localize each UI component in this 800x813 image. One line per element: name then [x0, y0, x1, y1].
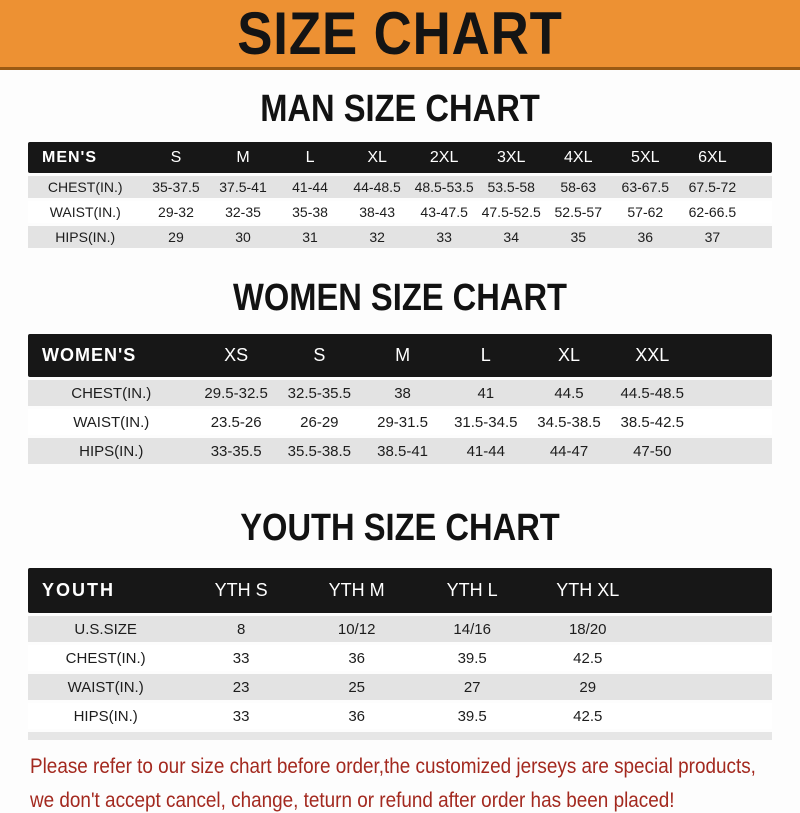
size-cell: 18/20: [530, 616, 646, 642]
row-filler: [694, 380, 772, 406]
women-column-header: M: [361, 334, 444, 377]
footer-line-2: we don't accept cancel, change, teturn or refund after order has been placed!: [30, 789, 675, 812]
section-women: [0, 279, 800, 467]
section-title-youth: YOUTH SIZE CHART: [240, 507, 560, 549]
men-header-row: [28, 142, 772, 173]
size-cell: 23: [183, 674, 299, 700]
size-cell: 41: [444, 380, 527, 406]
size-cell: 58-63: [545, 176, 612, 198]
size-cell: 36: [299, 645, 415, 671]
size-cell: 62-66.5: [679, 201, 746, 223]
youth-row-waistin: [28, 674, 772, 700]
women-header-row: [28, 334, 772, 377]
women-column-header: S: [278, 334, 361, 377]
row-filler: [646, 645, 772, 671]
row-filler: [646, 616, 772, 642]
size-cell: 44-47: [527, 438, 610, 464]
women-column-header: XS: [195, 334, 278, 377]
size-cell: 32: [344, 226, 411, 248]
size-cell: 38-43: [344, 201, 411, 223]
row-filler: [646, 703, 772, 729]
men-column-header: M: [209, 142, 276, 173]
size-cell: 34.5-38.5: [527, 409, 610, 435]
row-label: WAIST(IN.): [28, 201, 142, 223]
size-cell: 33: [183, 703, 299, 729]
size-cell: 44-48.5: [344, 176, 411, 198]
women-row-waistin: [28, 409, 772, 435]
row-label: HIPS(IN.): [28, 226, 142, 248]
size-cell: 39.5: [414, 645, 530, 671]
size-cell: 41-44: [444, 438, 527, 464]
size-cell: 26-29: [278, 409, 361, 435]
size-cell: 35.5-38.5: [278, 438, 361, 464]
men-column-header: 6XL: [679, 142, 746, 173]
size-cell: 48.5-53.5: [411, 176, 478, 198]
youth-header-filler: [646, 568, 772, 613]
size-cell: 38: [361, 380, 444, 406]
size-cell: 35-37.5: [142, 176, 209, 198]
men-column-header: 3XL: [478, 142, 545, 173]
women-column-header: XXL: [611, 334, 694, 377]
size-cell: 25: [299, 674, 415, 700]
men-size-table: [28, 139, 772, 251]
size-cell: 29-32: [142, 201, 209, 223]
size-cell: 34: [478, 226, 545, 248]
youth-table-bottom-strip: [28, 732, 772, 740]
row-filler: [746, 201, 772, 223]
size-cell: 63-67.5: [612, 176, 679, 198]
row-filler: [646, 674, 772, 700]
size-cell: 35: [545, 226, 612, 248]
women-corner-label: WOMEN'S: [28, 334, 195, 377]
youth-column-header: YTH L: [414, 568, 530, 613]
banner: [0, 0, 800, 70]
size-cell: 36: [299, 703, 415, 729]
row-label: HIPS(IN.): [28, 703, 183, 729]
size-cell: 37: [679, 226, 746, 248]
sections-container: [0, 90, 800, 740]
section-youth: [0, 509, 800, 740]
men-column-header: 5XL: [612, 142, 679, 173]
row-label: CHEST(IN.): [28, 645, 183, 671]
men-column-header: XL: [344, 142, 411, 173]
size-cell: 38.5-42.5: [611, 409, 694, 435]
size-cell: 10/12: [299, 616, 415, 642]
women-header-filler: [694, 334, 772, 377]
youth-row-hipsin: [28, 703, 772, 729]
size-cell: 29.5-32.5: [195, 380, 278, 406]
footer-note: [30, 754, 800, 813]
size-cell: 32-35: [209, 201, 276, 223]
men-row-waistin: [28, 201, 772, 223]
youth-column-header: YTH S: [183, 568, 299, 613]
size-cell: 44.5: [527, 380, 610, 406]
row-label: WAIST(IN.): [28, 674, 183, 700]
size-cell: 41-44: [277, 176, 344, 198]
men-column-header: 2XL: [411, 142, 478, 173]
youth-column-header: YTH XL: [530, 568, 646, 613]
men-row-chestin: [28, 176, 772, 198]
size-cell: 43-47.5: [411, 201, 478, 223]
size-cell: 33-35.5: [195, 438, 278, 464]
youth-corner-label: YOUTH: [28, 568, 183, 613]
women-column-header: L: [444, 334, 527, 377]
size-cell: 32.5-35.5: [278, 380, 361, 406]
size-cell: 42.5: [530, 703, 646, 729]
size-cell: 53.5-58: [478, 176, 545, 198]
size-cell: 33: [411, 226, 478, 248]
section-men: [0, 90, 800, 251]
size-cell: 44.5-48.5: [611, 380, 694, 406]
size-cell: 29: [142, 226, 209, 248]
size-cell: 8: [183, 616, 299, 642]
men-column-header: 4XL: [545, 142, 612, 173]
size-cell: 38.5-41: [361, 438, 444, 464]
size-cell: 14/16: [414, 616, 530, 642]
row-label: CHEST(IN.): [28, 176, 142, 198]
youth-row-chestin: [28, 645, 772, 671]
women-size-table: [28, 331, 772, 467]
row-label: HIPS(IN.): [28, 438, 195, 464]
women-row-chestin: [28, 380, 772, 406]
size-cell: 35-38: [277, 201, 344, 223]
section-title-women: WOMEN SIZE CHART: [232, 277, 568, 319]
banner-title: SIZE CHART: [237, 0, 563, 67]
size-cell: 39.5: [414, 703, 530, 729]
size-cell: 27: [414, 674, 530, 700]
row-filler: [694, 409, 772, 435]
size-cell: 47.5-52.5: [478, 201, 545, 223]
size-cell: 23.5-26: [195, 409, 278, 435]
women-column-header: XL: [527, 334, 610, 377]
men-column-header: S: [142, 142, 209, 173]
row-filler: [746, 226, 772, 248]
size-cell: 31.5-34.5: [444, 409, 527, 435]
size-cell: 36: [612, 226, 679, 248]
men-header-filler: [746, 142, 772, 173]
youth-header-row: [28, 568, 772, 613]
men-column-header: L: [277, 142, 344, 173]
women-row-hipsin: [28, 438, 772, 464]
row-label: U.S.SIZE: [28, 616, 183, 642]
men-corner-label: MEN'S: [28, 142, 142, 173]
youth-row-ussize: [28, 616, 772, 642]
size-cell: 30: [209, 226, 276, 248]
row-label: CHEST(IN.): [28, 380, 195, 406]
size-cell: 47-50: [611, 438, 694, 464]
youth-column-header: YTH M: [299, 568, 415, 613]
size-cell: 42.5: [530, 645, 646, 671]
size-cell: 29: [530, 674, 646, 700]
size-cell: 29-31.5: [361, 409, 444, 435]
size-cell: 37.5-41: [209, 176, 276, 198]
row-label: WAIST(IN.): [28, 409, 195, 435]
row-filler: [746, 176, 772, 198]
size-cell: 33: [183, 645, 299, 671]
men-row-hipsin: [28, 226, 772, 248]
size-cell: 57-62: [612, 201, 679, 223]
size-cell: 52.5-57: [545, 201, 612, 223]
section-title-men: MAN SIZE CHART: [260, 88, 540, 130]
size-cell: 31: [277, 226, 344, 248]
footer-line-1: Please refer to our size chart before order,the customized jerseys are special products,: [30, 755, 756, 778]
youth-size-table: [28, 565, 772, 732]
size-cell: 67.5-72: [679, 176, 746, 198]
row-filler: [694, 438, 772, 464]
